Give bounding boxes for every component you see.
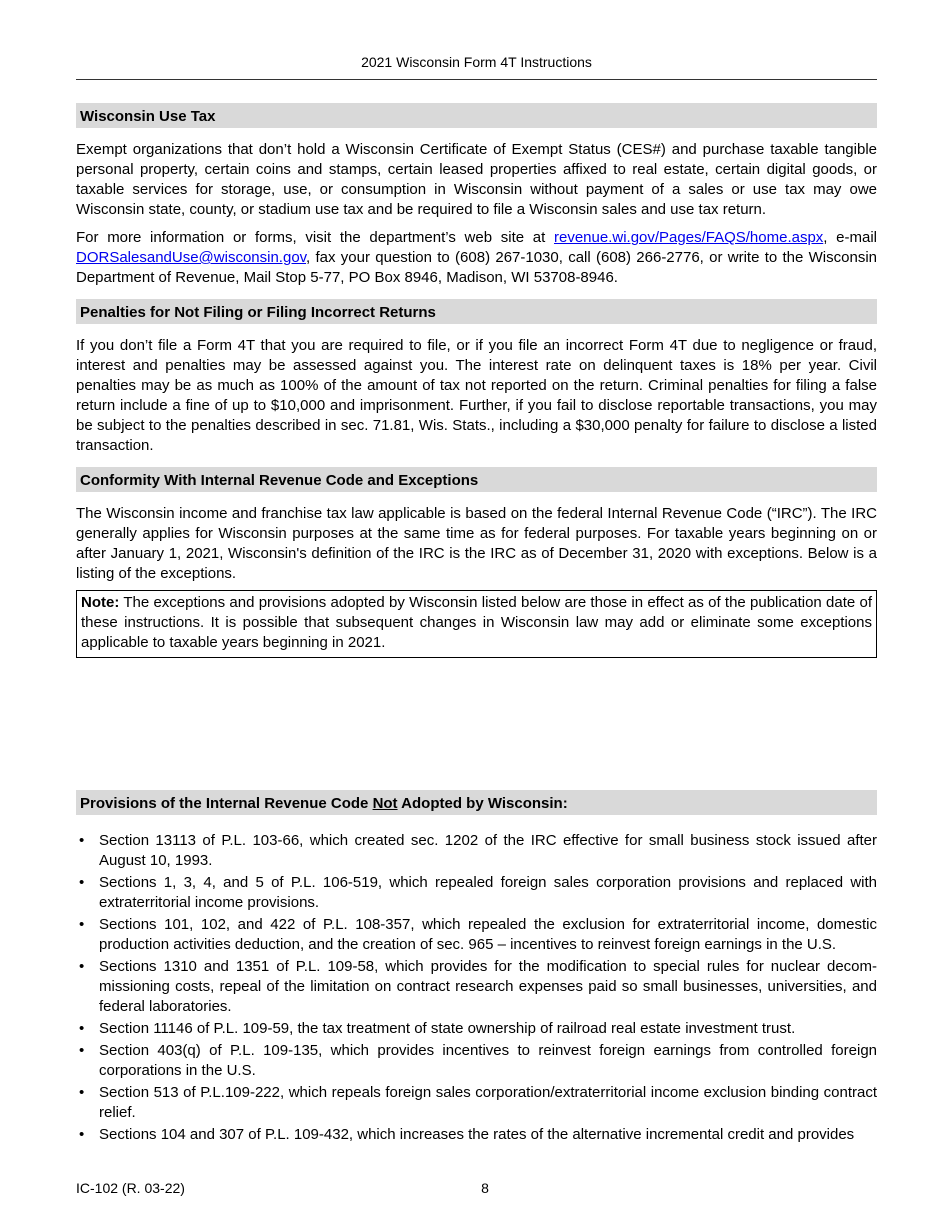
list-item <box>76 1125 877 1145</box>
penalties-paragraph: If you don’t file a Form 4T that you are required to file, or if you file an incorrect Form 4T due to negligence or fraud, interest and penalties may be assessed against you. The interest rate on delinquent taxes is 18% per year. Civil penalties may be as much as 100% of the amount of tax not reported on the return. Criminal penalties for filing a false return include a fine of up to $10,000 and imprisonment. Further, if you fail to disclose reportable transactions, you may be subject to the penalties described in sec. 71.81, Wis. Stats., including a $30,000 penalty for failure to disclose a listed transaction. <box>76 337 877 454</box>
list-item-text: Section 11146 of P.L. 109-59, the tax treatment of state ownership of railroad real estate investment trust. <box>99 1020 796 1037</box>
list-item-text: Section 513 of P.L.109-222, which repeals foreign sales corporation/extraterritorial income exclusion binding contract relief. <box>99 1084 877 1121</box>
header-rule <box>76 79 877 80</box>
list-item <box>76 873 877 913</box>
list-item-text: Section 403(q) of P.L. 109-135, which provides incentives to reinvest foreign earnings from controlled foreign corporations in the U.S. <box>99 1042 877 1079</box>
section-heading-provisions <box>76 790 877 815</box>
list-item <box>76 831 877 871</box>
contact-text: , e-mail <box>823 229 877 246</box>
bullet-icon: • <box>79 832 85 849</box>
page-header-title: 2021 Wisconsin Form 4T Instructions <box>361 54 592 70</box>
contact-text: , fax your question to (608) 267-1030, call (608) 266-2776, or write to the Wisconsin Department of Revenue, Mail Stop 5-77, PO Box 8946, Madison, WI 53708-8946. <box>76 249 877 286</box>
list-item-text: Sections 104 and 307 of P.L. 109-432, which increases the rates of the alternative incremental credit and provides <box>99 1126 855 1143</box>
footer-page-number: 8 <box>481 1180 489 1196</box>
list-item <box>76 1019 877 1039</box>
bullet-icon: • <box>79 1020 85 1037</box>
bullet-icon: • <box>79 1126 85 1143</box>
note-label: Note: <box>81 594 120 611</box>
section-heading-penalties: Penalties for Not Filing or Filing Incorrect Returns <box>76 299 877 324</box>
section-heading-conformity: Conformity With Internal Revenue Code and Exceptions <box>76 467 877 492</box>
heading-text: Adopted by Wisconsin: <box>397 795 568 812</box>
list-item <box>76 957 877 1017</box>
list-item <box>76 1083 877 1123</box>
heading-text: Provisions of the Internal Revenue Code <box>80 795 373 812</box>
heading-not-underlined: Not <box>372 795 398 812</box>
provisions-list <box>76 831 877 1145</box>
list-item-text: Sections 1, 3, 4, and 5 of P.L. 106-519, which repealed foreign sales corporation provisions and replaced with extraterritorial income provisions. <box>99 874 877 911</box>
note-text: The exceptions and provisions adopted by Wisconsin listed below are those in effect as of the publication date of these instructions. It is possible that subsequent changes in Wisconsin law may add or eliminate some exceptions applicable to taxable years beginning in 2021. <box>81 594 872 651</box>
email-link[interactable]: DORSalesandUse@wisconsin.gov <box>76 249 307 266</box>
revenue-website-link[interactable]: revenue.wi.gov/Pages/FAQS/home.aspx <box>553 229 824 246</box>
list-item-text: Section 13113 of P.L. 103-66, which created sec. 1202 of the IRC effective for small business stock issued after August 10, 1993. <box>99 832 877 869</box>
contact-text: For more information or forms, visit the department’s web site at <box>76 229 554 246</box>
conformity-paragraph: The Wisconsin income and franchise tax law applicable is based on the federal Internal Revenue Code (“IRC”). The IRC generally applies for Wisconsin purposes at the same time as for federal purposes. For taxable years beginning on or after January 1, 2021, Wisconsin's definition of the IRC is the IRC as of December 31, 2020 with exceptions. Below is a listing of the exceptions. <box>76 505 877 582</box>
bullet-icon: • <box>79 958 85 975</box>
bullet-icon: • <box>79 1084 85 1101</box>
use-tax-contact-paragraph <box>76 228 877 288</box>
list-item-text: Sections 1310 and 1351 of P.L. 109-58, which provides for the modification to special rules for nuclear decommissioning costs, repeal of the limitation on contract research expenses paid so small businesses, universities, and federal laboratories. <box>99 958 877 1015</box>
list-item <box>76 915 877 955</box>
use-tax-paragraph: Exempt organizations that don’t hold a Wisconsin Certificate of Exempt Status (CES#) and purchase taxable tangible personal property, certain coins and stamps, certain leased properties affixed to real estate, certain digital goods, or taxable services for storage, use, or consumption in Wisconsin without payment of a sales or use tax may owe Wisconsin state, county, or stadium use tax and be required to file a Wisconsin sales and use tax return. <box>76 141 877 218</box>
list-item <box>76 1041 877 1081</box>
bullet-icon: • <box>79 1042 85 1059</box>
bullet-icon: • <box>79 916 85 933</box>
section-heading-use-tax: Wisconsin Use Tax <box>76 103 877 128</box>
footer-form-id: IC-102 (R. 03-22) <box>76 1180 185 1196</box>
list-item-text: Sections 101, 102, and 422 of P.L. 108-357, which repealed the exclusion for extraterritorial income, domestic production activities deduction, and the creation of sec. 965 – incentives to reinvest foreign earnings in the U.S. <box>99 916 877 953</box>
note-box <box>76 590 877 658</box>
bullet-icon: • <box>79 874 85 891</box>
